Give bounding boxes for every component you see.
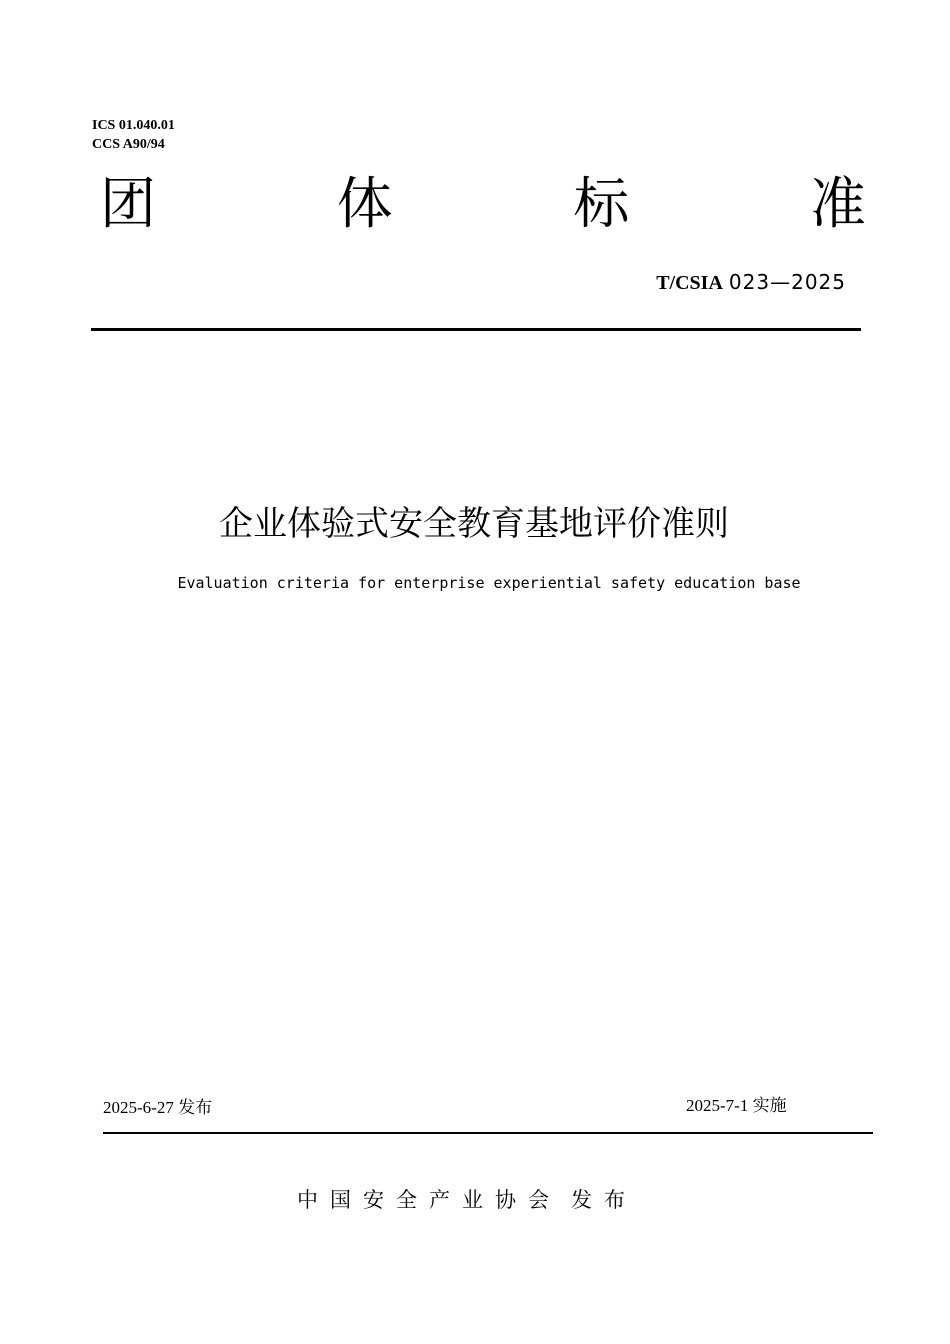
standard-number bbox=[656, 270, 846, 295]
standard-prefix: T/CSIA bbox=[656, 272, 723, 294]
publisher-line bbox=[0, 1186, 934, 1214]
publish-action: 发布 bbox=[571, 1188, 637, 1212]
document-title bbox=[0, 502, 950, 546]
issue-date: 2025-6-27 发布 bbox=[103, 1098, 213, 1117]
ccs-code: CCS A90/94 bbox=[92, 137, 165, 152]
implementation-date: 2025-7-1 实施 bbox=[686, 1096, 787, 1115]
publisher-name: 中国安全产业协会 bbox=[297, 1188, 561, 1212]
heading-char-2: 体 bbox=[336, 172, 393, 237]
standard-code: 023—2025 bbox=[728, 270, 846, 294]
bottom-divider bbox=[103, 1132, 873, 1134]
group-standard-heading bbox=[100, 172, 866, 238]
heading-char-1: 团 bbox=[100, 172, 156, 237]
document-title-en: Evaluation criteria for enterprise experiential safety education base bbox=[177, 574, 801, 592]
classification-codes bbox=[92, 116, 175, 154]
top-divider bbox=[91, 328, 861, 331]
document-title-zh: 企业体验式安全教育基地评价准则 bbox=[219, 504, 729, 544]
ics-code: ICS 01.040.01 bbox=[92, 118, 175, 133]
heading-char-4: 准 bbox=[809, 172, 866, 237]
heading-char-3: 标 bbox=[573, 172, 630, 237]
